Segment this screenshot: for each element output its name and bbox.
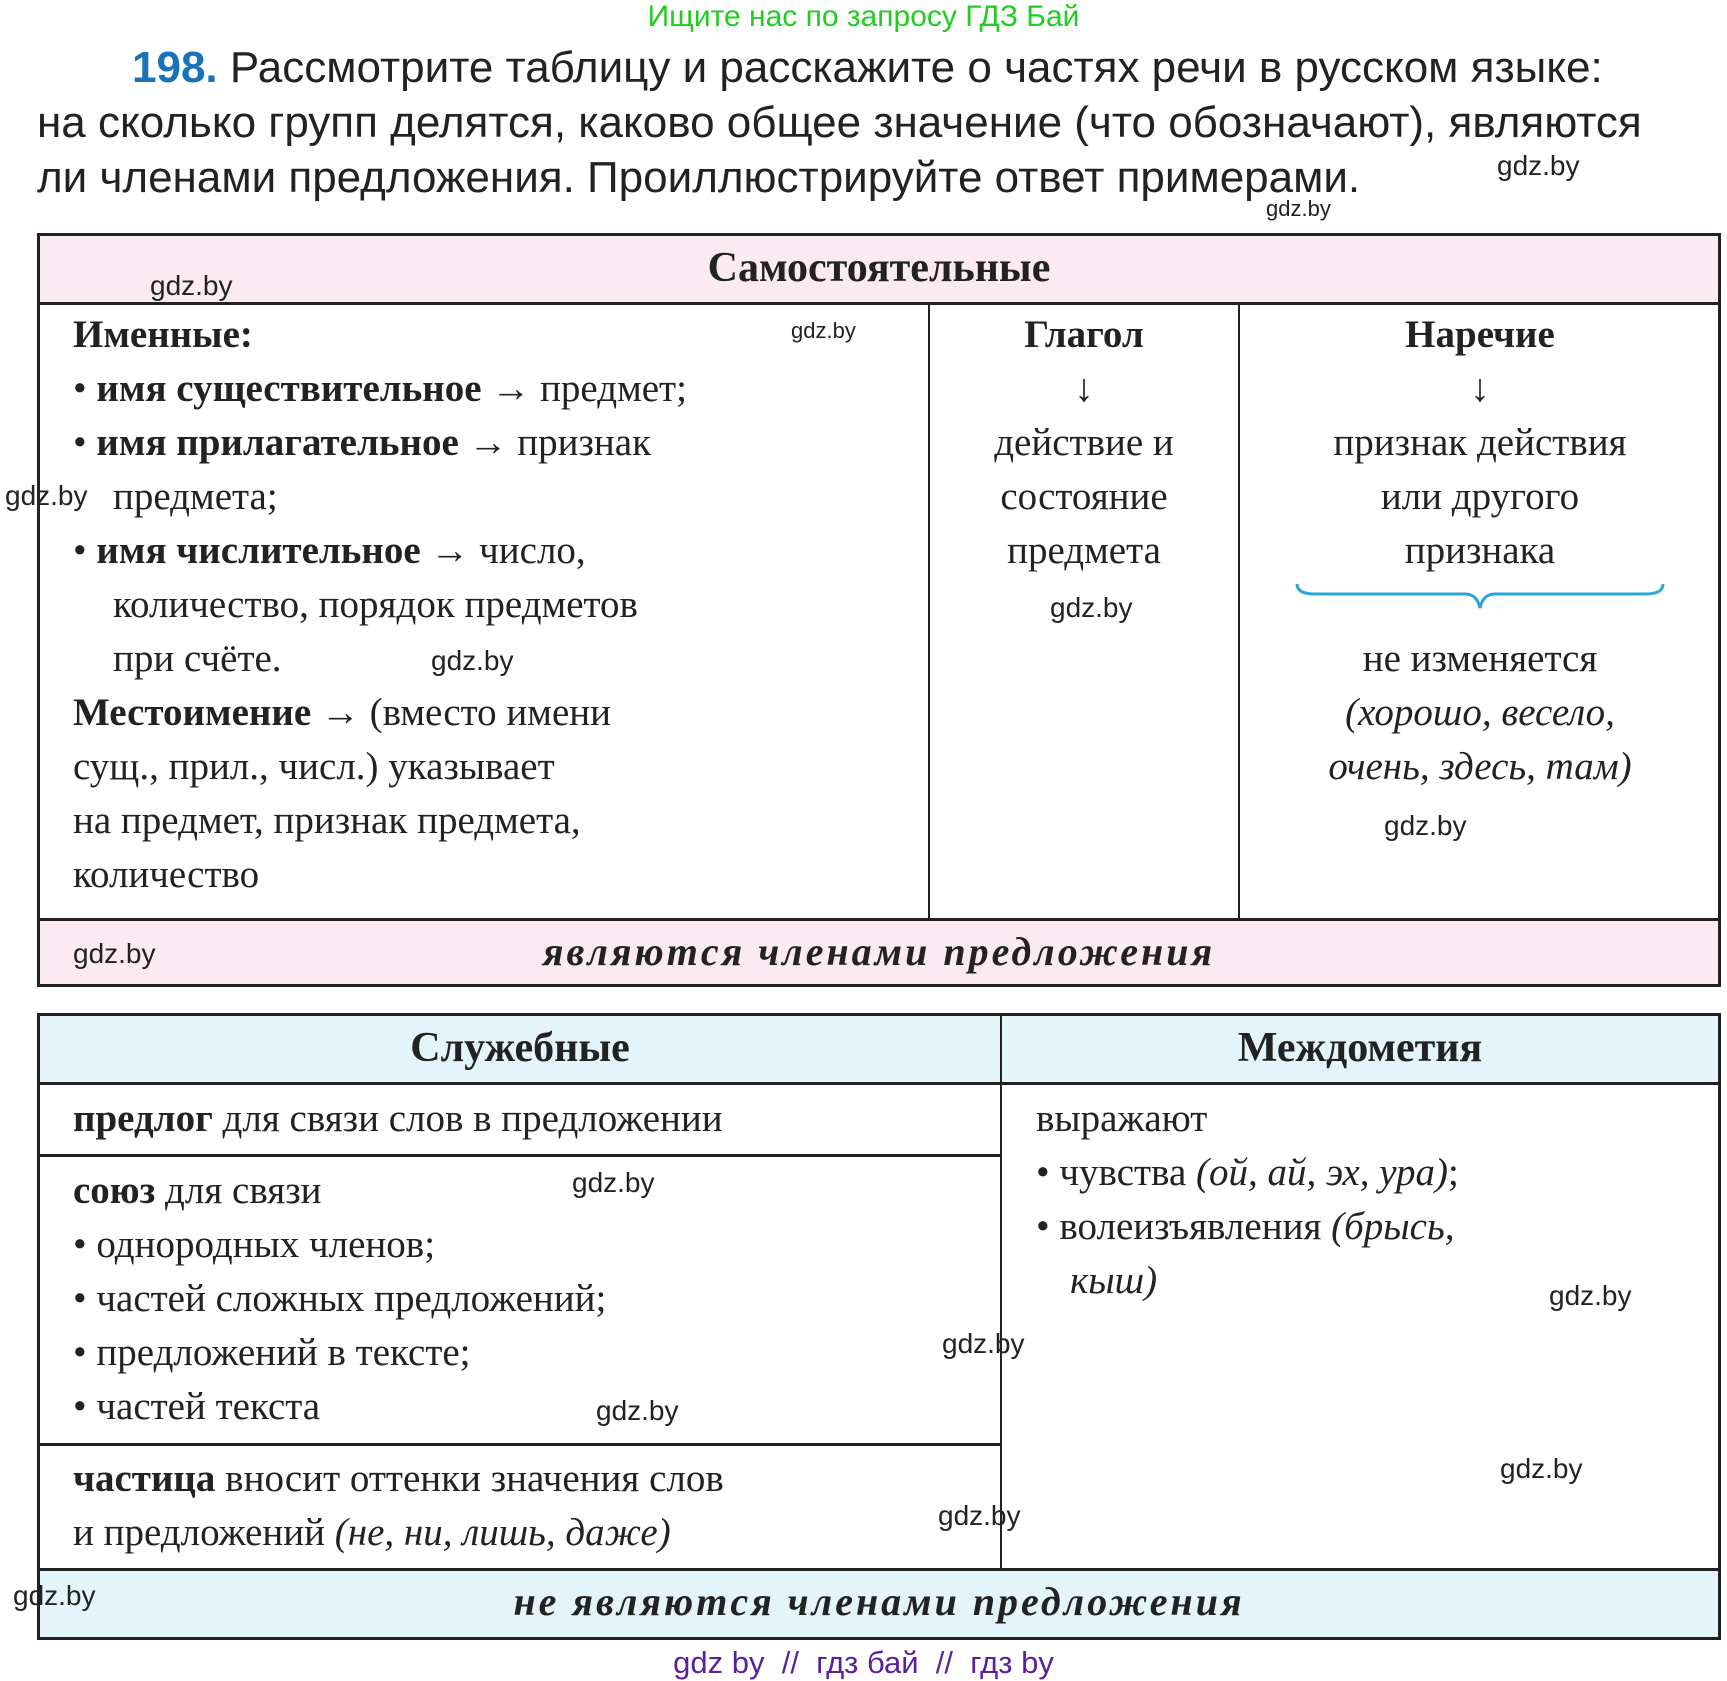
watermark: gdz.by — [1549, 1280, 1632, 1311]
watermark: gdz.by — [572, 1167, 655, 1198]
arrow-down-icon: ↓ — [1470, 367, 1490, 410]
numeral-meaning-cont: количество, порядок предметов — [113, 583, 638, 626]
list-item: однородных членов; — [96, 1223, 436, 1266]
adverb-meaning: или другого — [1380, 475, 1580, 518]
adverb-meaning: признак действия — [1333, 421, 1627, 464]
service-table — [37, 1013, 1721, 1640]
conjunction-meaning: для связи — [155, 1169, 322, 1212]
verb-meaning: состояние — [1000, 475, 1168, 518]
preposition-meaning: для связи слов в предложении — [212, 1097, 723, 1140]
verb-meaning: действие и — [994, 421, 1174, 464]
search-banner: Ищите нас по запросу ГДЗ Бай — [647, 0, 1080, 33]
watermark: gdz.by — [13, 1580, 96, 1611]
pronoun-meaning: → (вместо имени — [311, 691, 612, 734]
particle-meaning: и предложений — [73, 1511, 335, 1554]
adverb-cell — [1240, 308, 1720, 794]
verb-meaning: предмета — [1007, 529, 1161, 572]
task-line: на сколько групп делятся, каково общее значение (что обозначают), являются — [37, 98, 1642, 147]
watermark: gdz.by — [1497, 150, 1580, 181]
pronoun: Местоимение — [73, 691, 312, 734]
examples: (ой, ай, эх, ура) — [1196, 1151, 1449, 1194]
noun-meaning: → предмет; — [481, 367, 687, 410]
nominal-cell: Именные: • имя существительное → предмет; • имя прилагательное → признак предмета; • имя числительное → число, количество, порядок предметов при счёте. Местоимение → (вместо имени сущ., прил., числ.) указывает на предмет, признак предмета, количество — [73, 308, 687, 902]
adverb-title: Наречие — [1405, 313, 1555, 356]
adjective-meaning-cont: предмета; — [113, 475, 278, 518]
task-number: 198. — [132, 43, 218, 92]
watermark: gdz.by — [938, 1500, 1021, 1531]
pronoun-meaning: на предмет, признак предмета, — [73, 799, 581, 842]
arrow-down-icon: ↓ — [1074, 367, 1094, 410]
particle-cell — [73, 1452, 724, 1560]
pronoun-meaning: сущ., прил., числ.) указывает — [73, 745, 555, 788]
conjunction: союз — [73, 1169, 156, 1212]
adverb-examples: очень, здесь, там) — [1328, 745, 1632, 788]
adverb-examples: (хорошо, весело, — [1345, 691, 1615, 734]
header-independent: Самостоятельные — [707, 245, 1051, 291]
list-item: частей текста — [96, 1385, 321, 1428]
adverb-note: не изменяется — [1362, 637, 1598, 680]
interjection-intro: выражают — [1036, 1097, 1208, 1140]
verb-title: Глагол — [1024, 313, 1144, 356]
numeral-meaning-cont: при счёте. — [113, 637, 282, 680]
footer-not-members: не являются членами предложения — [513, 1579, 1245, 1624]
adverb-meaning: признака — [1404, 529, 1556, 572]
watermark: gdz.by — [431, 645, 514, 676]
list-item: предложений в тексте; — [96, 1331, 471, 1374]
curly-brace-icon — [1295, 582, 1665, 612]
task-line: Рассмотрите таблицу и расскажите о частях речи в русском языке: — [229, 43, 1603, 92]
watermark: gdz.by — [942, 1328, 1025, 1359]
particle-meaning: вносит оттенки значения слов — [215, 1457, 724, 1500]
watermark: gdz.by — [596, 1395, 679, 1426]
adjective-meaning: → признак — [458, 421, 652, 464]
examples: (брысь, — [1331, 1205, 1455, 1248]
watermark: gdz.by — [73, 938, 156, 969]
list-item: частей сложных предложений; — [96, 1277, 607, 1320]
watermark: gdz.by — [5, 480, 88, 511]
list-item: чувства — [1059, 1151, 1197, 1194]
independent-table — [37, 233, 1721, 987]
examples: кыш) — [1070, 1259, 1158, 1302]
interjection-cell: выражают • чувства (ой, ай, эх, ура); • волеизъявления (брысь, кыш) — [1036, 1092, 1459, 1308]
verb-cell — [930, 308, 1238, 578]
punctuation: ; — [1448, 1151, 1459, 1194]
watermark: gdz.by — [1266, 196, 1331, 221]
numeral: имя числительное — [96, 529, 421, 572]
footer-members: являются членами предложения — [542, 929, 1216, 974]
nominal-title: Именные: — [73, 313, 253, 356]
watermark: gdz.by — [1050, 592, 1133, 623]
watermark: gdz.by — [791, 318, 856, 343]
watermark: gdz.by — [1500, 1453, 1583, 1484]
preposition-row — [73, 1092, 723, 1146]
adjective: имя прилагательное — [96, 421, 459, 464]
bottom-footer: gdz by // гдз бай // гдз by — [673, 1645, 1054, 1680]
list-item: волеизъявления — [1059, 1205, 1332, 1248]
watermark: gdz.by — [1384, 810, 1467, 841]
pronoun-meaning: количество — [73, 853, 260, 896]
noun: имя существительное — [96, 367, 482, 410]
preposition: предлог — [73, 1097, 213, 1140]
conjunction-cell: союз для связи • однородных членов; • частей сложных предложений; • предложений в тексте; • частей текста — [73, 1169, 607, 1428]
task-text — [37, 40, 1727, 205]
particle: частица — [73, 1457, 216, 1500]
task-line: ли членами предложения. Проиллюстрируйте ответ примерами. — [37, 153, 1361, 202]
watermark: gdz.by — [150, 270, 233, 301]
numeral-meaning: → число, — [420, 529, 586, 572]
header-service: Служебные — [410, 1025, 630, 1071]
header-interjections: Междометия — [1237, 1025, 1483, 1071]
particle-examples: (не, ни, лишь, даже) — [334, 1511, 671, 1554]
